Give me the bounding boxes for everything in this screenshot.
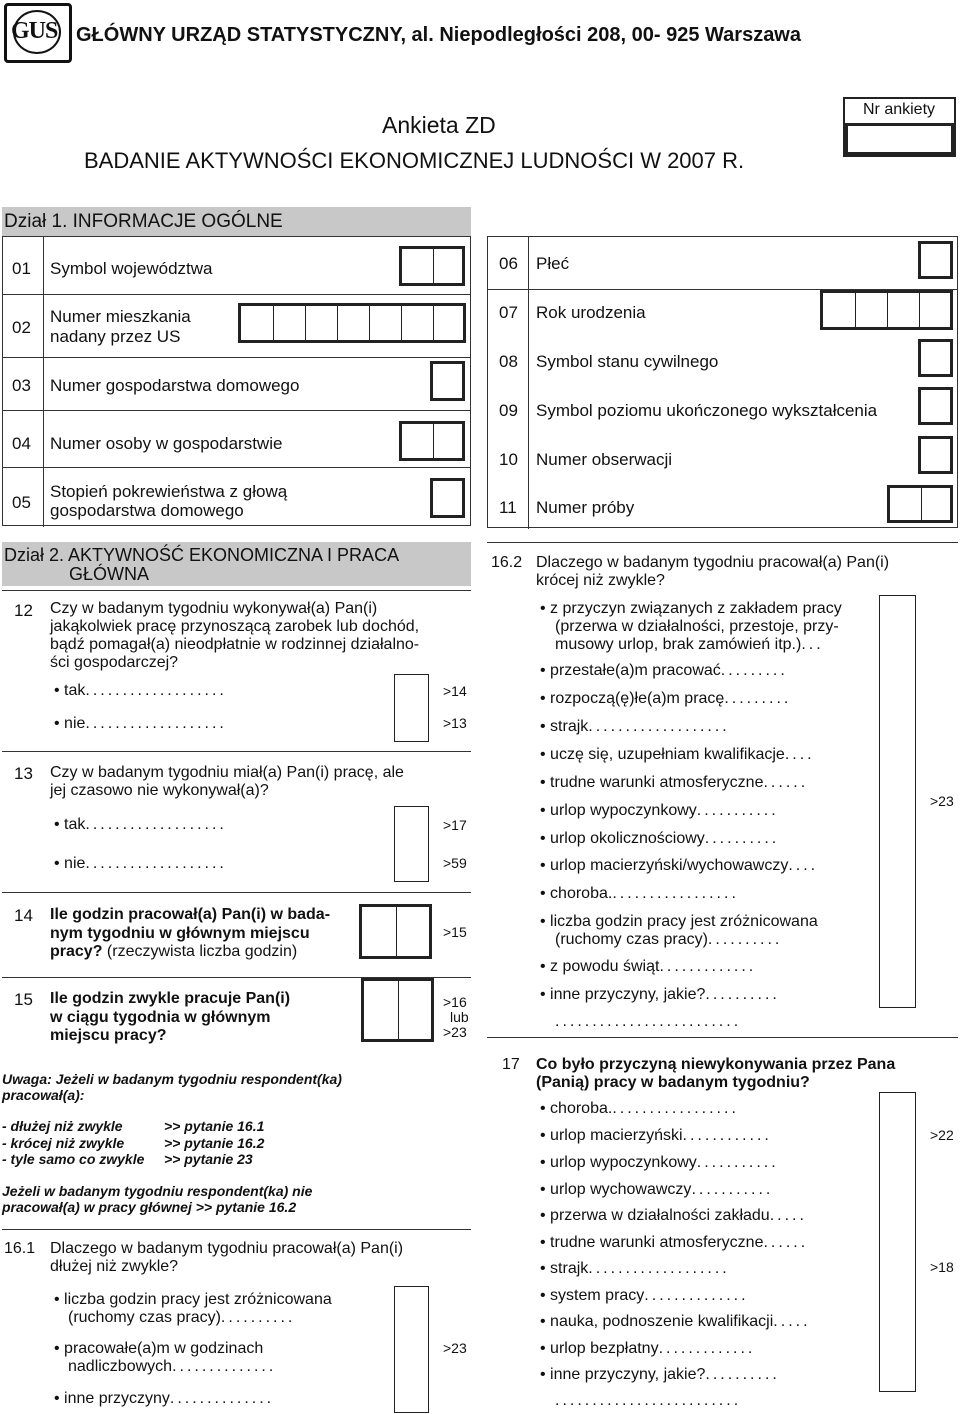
notice-line3: Jeżeli w badanym tygodniu respondent(ka) nie (2, 1183, 313, 1199)
q17-opt-11[interactable]: • inne przyczyny, jakie?.......... (540, 1366, 780, 1383)
q17-opt-4[interactable]: • urlop wychowawczy........... (540, 1181, 774, 1198)
q17-opt-1[interactable]: • choroba.................. (540, 1100, 739, 1117)
q162-opt-13[interactable]: • inne przyczyny, jakie?.......... (540, 986, 780, 1003)
q162-opt-9[interactable]: • urlop macierzyński/wychowawczy.... (540, 857, 819, 874)
q161-goto: >23 (443, 1340, 467, 1356)
q162-opt-8[interactable]: • urlop okolicznościowy.......... (540, 830, 780, 847)
label-05a: Stopień pokrewieństwa z głową (50, 482, 288, 501)
q17-goto-18: >18 (930, 1259, 954, 1275)
input-06[interactable] (918, 241, 953, 279)
q13-opt-tak[interactable]: • tak................... (54, 816, 227, 833)
notice-line1: Uwaga: Jeżeli w badanym tygodniu respondent(ka) (2, 1071, 342, 1087)
code-09: 09 (499, 401, 518, 420)
input-09[interactable] (918, 387, 953, 425)
label-02a: Numer mieszkania (50, 307, 191, 326)
notice-item-1-target: >> pytanie 16.1 (164, 1118, 265, 1134)
label-08: Symbol stanu cywilnego (536, 352, 719, 371)
q14-line3: pracy? (rzeczywista liczba godzin) (50, 943, 298, 960)
code-10: 10 (499, 450, 518, 469)
q14-line1: Ile godzin pracował(a) Pan(i) w bada- (50, 906, 331, 923)
q12-opt-tak-goto: >14 (443, 683, 467, 699)
code-01: 01 (12, 259, 31, 278)
q17-opt-7[interactable]: • strajk................... (540, 1260, 730, 1277)
q12-code: 12 (14, 601, 33, 620)
notice-item-3-target: >> pytanie 23 (164, 1151, 253, 1167)
q162-answer-box[interactable] (879, 595, 916, 1008)
q162-line1: Dlaczego w badanym tygodniu pracował(a) Pan(i) (536, 554, 890, 571)
org-header: GŁÓWNY URZĄD STATYSTYCZNY, al. Niepodległości 208, 00- 925 Warszawa (76, 24, 801, 46)
q162-line2: krócej niż zwykle? (536, 572, 665, 589)
notice-line2: pracował(a): (2, 1087, 85, 1103)
q12-line4: ści gospodarczej? (50, 654, 179, 671)
q161-opt-3[interactable]: • inne przyczyny.............. (54, 1390, 275, 1407)
q15-hours-input[interactable] (361, 978, 434, 1042)
code-07: 07 (499, 303, 518, 322)
label-07: Rok urodzenia (536, 303, 646, 322)
q17-bracket (917, 1147, 925, 1148)
survey-title: BADANIE AKTYWNOŚCI EKONOMICZNEJ LUDNOŚCI W 2007 R. (84, 148, 745, 173)
q14-hours-input[interactable] (359, 904, 432, 959)
nr-ankiety-label: Nr ankiety (863, 101, 936, 118)
q13-answer-box[interactable] (394, 806, 429, 882)
q162-opt-1a[interactable]: • z przyczyn związanych z zakładem pracy (540, 600, 842, 617)
q161-opt-1b: (ruchomy czas pracy).......... (68, 1309, 296, 1326)
q162-opt-3[interactable]: • rozpoczą(ę)łe(a)m pracę......... (540, 690, 792, 707)
q15-goto-or: lub (450, 1009, 469, 1025)
q161-answer-box[interactable] (394, 1286, 429, 1413)
nr-ankiety-input[interactable] (845, 123, 954, 155)
q17-opt-6[interactable]: • trudne warunki atmosferyczne...... (540, 1234, 809, 1251)
q161-opt-1a[interactable]: • liczba godzin pracy jest zróżnicowana (54, 1291, 332, 1308)
input-05[interactable] (430, 478, 465, 518)
input-07[interactable] (820, 290, 953, 330)
q15-line3: miejscu pracy? (50, 1027, 167, 1044)
code-04: 04 (12, 434, 31, 453)
q17-opt-2[interactable]: • urlop macierzyński............ (540, 1127, 772, 1144)
input-08[interactable] (918, 339, 953, 377)
q15-line1: Ile godzin zwykle pracuje Pan(i) (50, 990, 291, 1007)
input-10[interactable] (918, 436, 953, 474)
q12-line2: jakąkolwiek pracę przynoszącą zarobek lub dochód, (50, 618, 420, 635)
q13-line2: jej czasowo nie wykonywał(a)? (50, 782, 269, 799)
code-03: 03 (12, 376, 31, 395)
q162-opt-1c: musowy urlop, brak zamówień itp.)... (555, 636, 824, 653)
notice-item-2-target: >> pytanie 16.2 (164, 1135, 265, 1151)
section2-title-1: Dział 2. AKTYWNOŚĆ EKONOMICZNA I PRACA (4, 545, 400, 565)
label-10: Numer obserwacji (536, 450, 673, 469)
gus-logo (4, 3, 72, 63)
q17-answer-box[interactable] (879, 1092, 916, 1392)
q17-opt-9[interactable]: • nauka, podnoszenie kwalifikacji..... (540, 1313, 811, 1330)
q162-other-fill-line[interactable]: ......................... (555, 1013, 742, 1030)
q17-opt-10[interactable]: • urlop bezpłatny............. (540, 1340, 756, 1357)
input-03[interactable] (430, 361, 465, 401)
input-02[interactable] (238, 303, 466, 343)
q12-line3: bądź pomagał(a) nieodpłatnie w rodzinnej działalno- (50, 636, 420, 653)
notice-line4: pracował(a) w pracy głównej >> pytanie 16.2 (2, 1199, 297, 1215)
q15-line2: w ciągu tygodnia w głównym (50, 1009, 271, 1026)
code-11: 11 (499, 498, 517, 517)
q162-goto: >23 (930, 793, 954, 809)
q12-opt-tak[interactable]: • tak................... (54, 682, 227, 699)
q17-code: 17 (502, 1056, 520, 1073)
q15-code: 15 (14, 990, 33, 1009)
q15-goto-16: >16 (443, 994, 467, 1010)
q13-opt-nie-goto: >59 (443, 855, 467, 871)
q162-code: 16.2 (491, 554, 523, 571)
q162-opt-11b: (ruchomy czas pracy).......... (555, 931, 783, 948)
q161-divider (2, 1229, 471, 1230)
q161-code: 16.1 (4, 1240, 36, 1257)
q17-line1: Co było przyczyną niewykonywania przez Pana (536, 1056, 896, 1073)
q161-line2: dłużej niż zwykle? (50, 1258, 179, 1275)
q13-opt-tak-goto: >17 (443, 817, 467, 833)
code-08: 08 (499, 352, 518, 371)
q161-opt-2b: nadliczbowych.............. (68, 1358, 277, 1375)
q161-opt-2a[interactable]: • pracowałe(a)m w godzinach (54, 1340, 264, 1357)
q14-divider (2, 892, 471, 893)
notice-item-1: - dłużej niż zwykle (2, 1118, 123, 1134)
q12-line1: Czy w badanym tygodniu wykonywał(a) Pan(i) (50, 600, 378, 617)
q17-opt-3[interactable]: • urlop wypoczynkowy........... (540, 1154, 779, 1171)
q162-opt-5[interactable]: • uczę się, uzupełniam kwalifikacje.... (540, 746, 815, 763)
notice-item-2: - krócej niż zwykle (2, 1135, 125, 1151)
q14-line2: nym tygodniu w głównym miejscu (50, 925, 310, 942)
q13-code: 13 (14, 764, 33, 783)
code-02: 02 (12, 318, 31, 337)
q162-opt-6[interactable]: • trudne warunki atmosferyczne...... (540, 774, 809, 791)
section1-title: Dział 1. INFORMACJE OGÓLNE (4, 211, 283, 232)
label-02b: nadany przez US (50, 327, 181, 346)
q13-opt-nie[interactable]: • nie................... (54, 855, 227, 872)
q12-opt-nie-goto: >13 (443, 715, 467, 731)
label-03: Numer gospodarstwa domowego (50, 376, 300, 395)
q17-opt-5[interactable]: • przerwa w działalności zakładu..... (540, 1207, 807, 1224)
q17-other-fill-line[interactable]: ......................... (555, 1392, 742, 1409)
q12-opt-nie[interactable]: • nie................... (54, 715, 227, 732)
q162-opt-10[interactable]: • choroba.................. (540, 885, 739, 902)
code-06: 06 (499, 254, 518, 273)
notice-item-3: - tyle samo co zwykle (2, 1151, 145, 1167)
q14-code: 14 (14, 906, 33, 925)
label-04: Numer osoby w gospodarstwie (50, 434, 283, 453)
q17-opt-8[interactable]: • system pracy.............. (540, 1287, 749, 1304)
q162-opt-12[interactable]: • z powodu świąt............. (540, 958, 757, 975)
label-05b: gospodarstwa domowego (50, 501, 244, 520)
label-09: Symbol poziomu ukończonego wykształcenia (536, 401, 878, 420)
input-11[interactable] (887, 485, 953, 523)
q162-opt-2[interactable]: • przestałe(a)m pracować......... (540, 662, 788, 679)
section2-title-2: GŁÓWNA (69, 564, 150, 584)
code-05: 05 (12, 493, 31, 512)
q13-line1: Czy w badanym tygodniu miał(a) Pan(i) pracę, ale (50, 764, 404, 781)
q17-goto-22: >22 (930, 1127, 954, 1143)
nr-ankiety-box (843, 97, 956, 157)
input-04[interactable] (399, 421, 465, 461)
q162-opt-11a[interactable]: • liczba godzin pracy jest zróżnicowana (540, 913, 818, 930)
q162-opt-1b: (przerwa w działalności, przestoje, przy- (555, 618, 839, 635)
q15-goto-23: >23 (443, 1024, 467, 1040)
q162-opt-4[interactable]: • strajk................... (540, 718, 730, 735)
input-01[interactable] (399, 246, 465, 286)
q12-answer-box[interactable] (394, 674, 429, 742)
survey-code: Ankieta ZD (382, 112, 496, 138)
label-06: Płeć (536, 254, 570, 273)
q14-goto: >15 (443, 924, 467, 940)
q17-line2: (Panią) pracy w badanym tygodniu? (536, 1074, 810, 1091)
label-01: Symbol województwa (50, 259, 213, 278)
q161-line1: Dlaczego w badanym tygodniu pracował(a) Pan(i) (50, 1240, 404, 1257)
q162-opt-7[interactable]: • urlop wypoczynkowy........... (540, 802, 779, 819)
logo-text: GUS (11, 18, 58, 44)
label-11: Numer próby (536, 498, 635, 517)
